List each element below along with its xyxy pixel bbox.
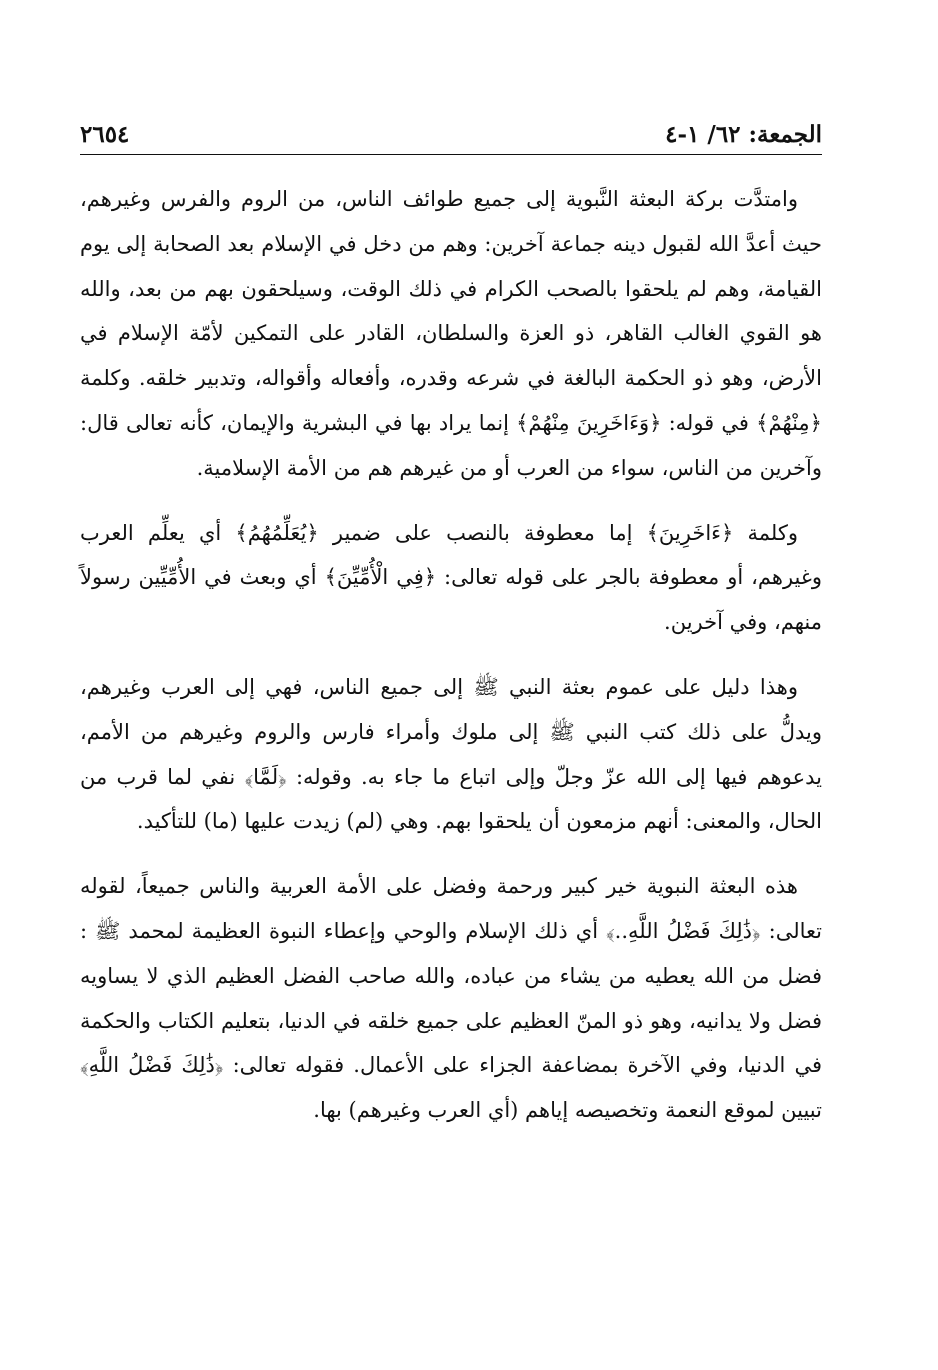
document-page (80, 108, 822, 1153)
header-rule (80, 154, 822, 155)
paragraph: وامتدَّت بركة البعثة النَّبوية إلى جميع طوائف الناس، من الروم والفرس وغيرهم، حيث أعدَّ الله لقبول دينه جماعة آخرين: وهم من دخل في الإسلام بعد الصحابة إلى يوم القيامة، وهم لم يلحقوا بالصحب الكرام في ذلك الوقت، وسيلحقون بهم من بعد، والله هو القوي الغالب القاهر، ذو العزة والسلطان، القادر على التمكين لأمّة الإسلام في الأرض، وهو ذو الحكمة البالغة في شرعه وقدره، وأفعاله وأقواله، وتدبير خلقه. وكلمة ﴿مِنْهُمْ﴾ في قوله: ﴿وَءَاخَرِينَ مِنْهُمْ﴾ إنما يراد بها في البشرية والإيمان، كأنه تعالى قال: وآخرين من الناس، سواء من العرب أو من غيرهم هم من الأمة الإسلامية. (80, 187, 822, 480)
body-text (80, 177, 822, 1133)
header-title: الجمعة: ٦٢/ ١-٤ (665, 121, 822, 148)
paragraph: وهذا دليل على عموم بعثة النبي ﷺ إلى جميع الناس، فهي إلى العرب وغيرهم، ويدلُّ على ذلك كتب النبي ﷺ إلى ملوك وأمراء فارس والروم وغيرهم من الأمم، يدعوهم فيها إلى الله عزّ وجلّ وإلى اتباع ما جاء به. وقوله: ﴿لَمَّا﴾ نفي لما قرب من الحال، والمعنى: أنهم مزمعون أن يلحقوا بهم. وهي (لم) زيدت عليها (ما) للتأكيد. (80, 674, 822, 834)
paragraph: هذه البعثة النبوية خير كبير ورحمة وفضل على الأمة العربية والناس جميعاً، لقوله تعالى: ﴿ذَٰلِكَ فَضْلُ اللَّهِ..﴾ أي ذلك الإسلام والوحي وإعطاء النبوة العظيمة لمحمد ﷺ : فضل من الله يعطيه من يشاء من عباده، والله صاحب الفضل العظيم الذي لا يساويه فضل ولا يدانيه، وهو ذو المنّ العظيم على جميع خلقه في الدنيا، بتعليم الكتاب والحكمة في الدنيا، وفي الآخرة بمضاعفة الجزاء على الأعمال. فقوله تعالى: ﴿ذَٰلِكَ فَضْلُ اللَّهِ﴾ تبيين لموقع النعمة وتخصيصه إياهم (أي العرب وغيرهم) بها. (80, 874, 822, 1123)
page-number: ٢٦٥٤ (80, 121, 130, 148)
paragraph: وكلمة ﴿ءَاخَرِينَ﴾ إما معطوفة بالنصب على ضمير ﴿يُعَلِّمُهُمُ﴾ أي يعلِّم العرب وغيرهم، أو معطوفة بالجر على قوله تعالى: ﴿فِي الْأُمِّيِّنَ﴾ أي وبعث في الأُمِّيِّين رسولاً منهم، وفي آخرين. (80, 520, 822, 635)
running-header (80, 108, 822, 148)
